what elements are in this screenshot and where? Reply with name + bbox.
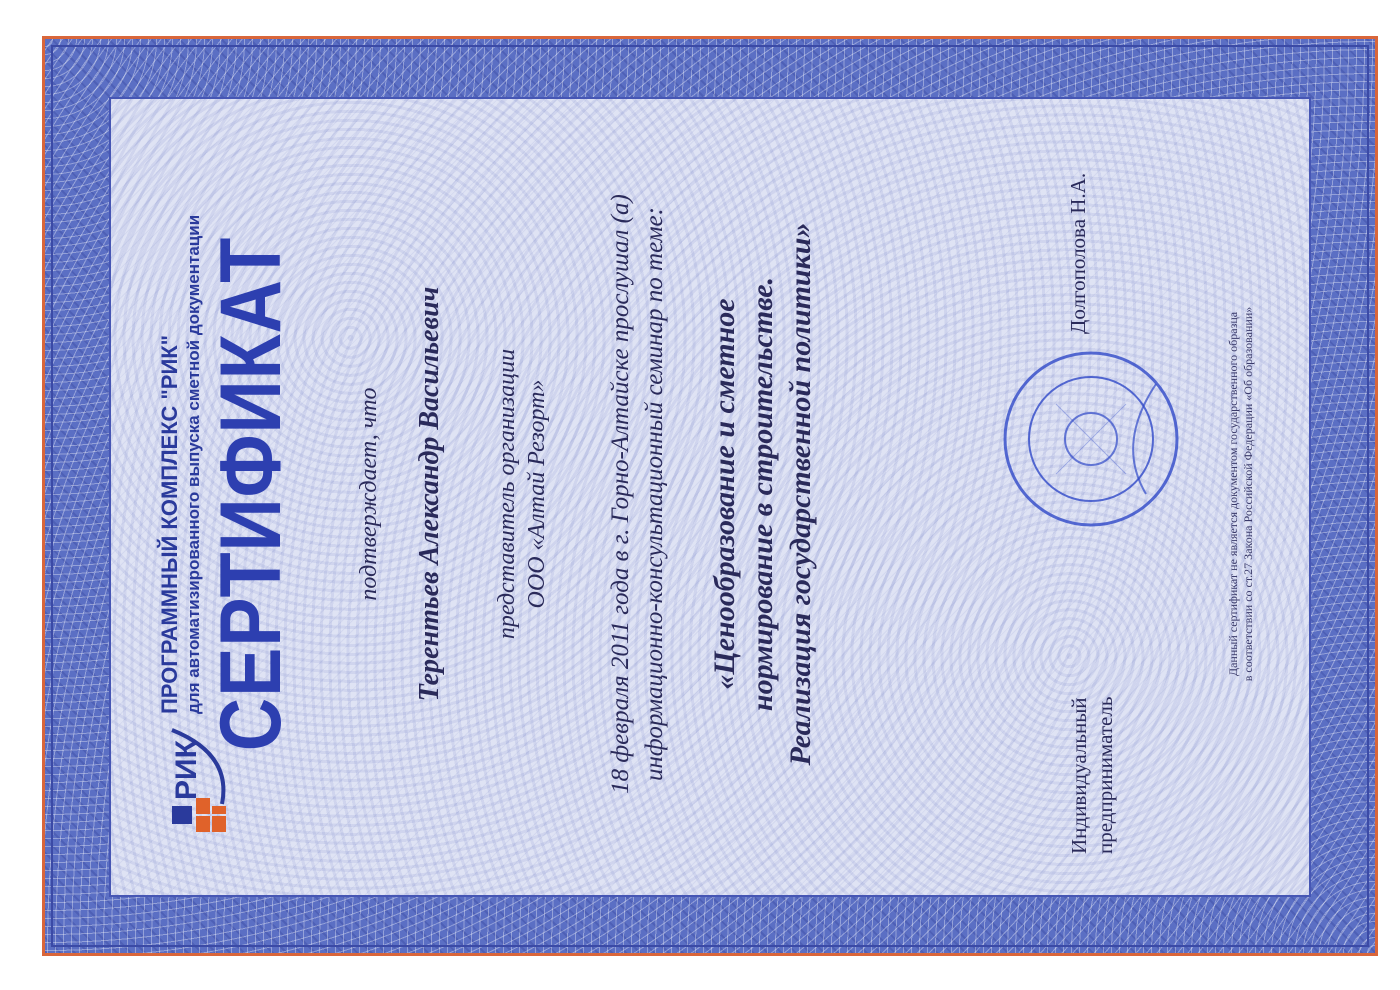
footnote-line-1: Данный сертификат не является документом государственного образца (1226, 311, 1240, 677)
representative-line: представитель организации (494, 348, 520, 640)
topic-line-2: нормирование в строительстве. (746, 276, 779, 712)
seminar-line: информационно-консультационный семинар по теме: (641, 207, 668, 781)
representative-block (492, 94, 552, 894)
topic-block (706, 94, 820, 894)
signatory-role-line-1: Индивидуальный (1067, 697, 1091, 854)
topic-line-3: Реализация государственной политики» (784, 222, 817, 766)
certificate-portrait-layer (106, 94, 1308, 894)
certificate-content (106, 94, 1308, 894)
logo-product-line: ПРОГРАММНЫЙ КОМПЛЕКС "РИК" (157, 334, 182, 714)
legal-footnote (1226, 94, 1256, 894)
topic-line-1: «Ценообразование и сметное (708, 298, 741, 690)
signatory-role (1066, 634, 1118, 854)
signatory-role-line-2: предприниматель (1093, 696, 1117, 854)
logo-product-sub: для автоматизированного выпуска сметной документации (184, 214, 203, 714)
date-line: 18 февраля 2011 года в г. Горно-Алтайске прослушал (а) (607, 194, 634, 794)
recipient-name: Терентьев Александр Васильевич (414, 286, 445, 702)
logo-product-text (158, 215, 206, 714)
logo-brand-text: РИК (170, 740, 203, 800)
certificate-title: СЕРТИФИКАТ (203, 236, 299, 752)
signer-name: Долгополова Н.А. (1066, 172, 1090, 334)
date-block (604, 94, 672, 894)
organization-name: ООО «Алтай Резорт» (524, 379, 550, 609)
confirms-text: подтверждает, что (356, 387, 382, 601)
footnote-line-2: в соответствии со ст.27 Закона Российской Федерации «Об образовании» (1241, 306, 1255, 682)
official-stamp-icon (996, 344, 1186, 534)
